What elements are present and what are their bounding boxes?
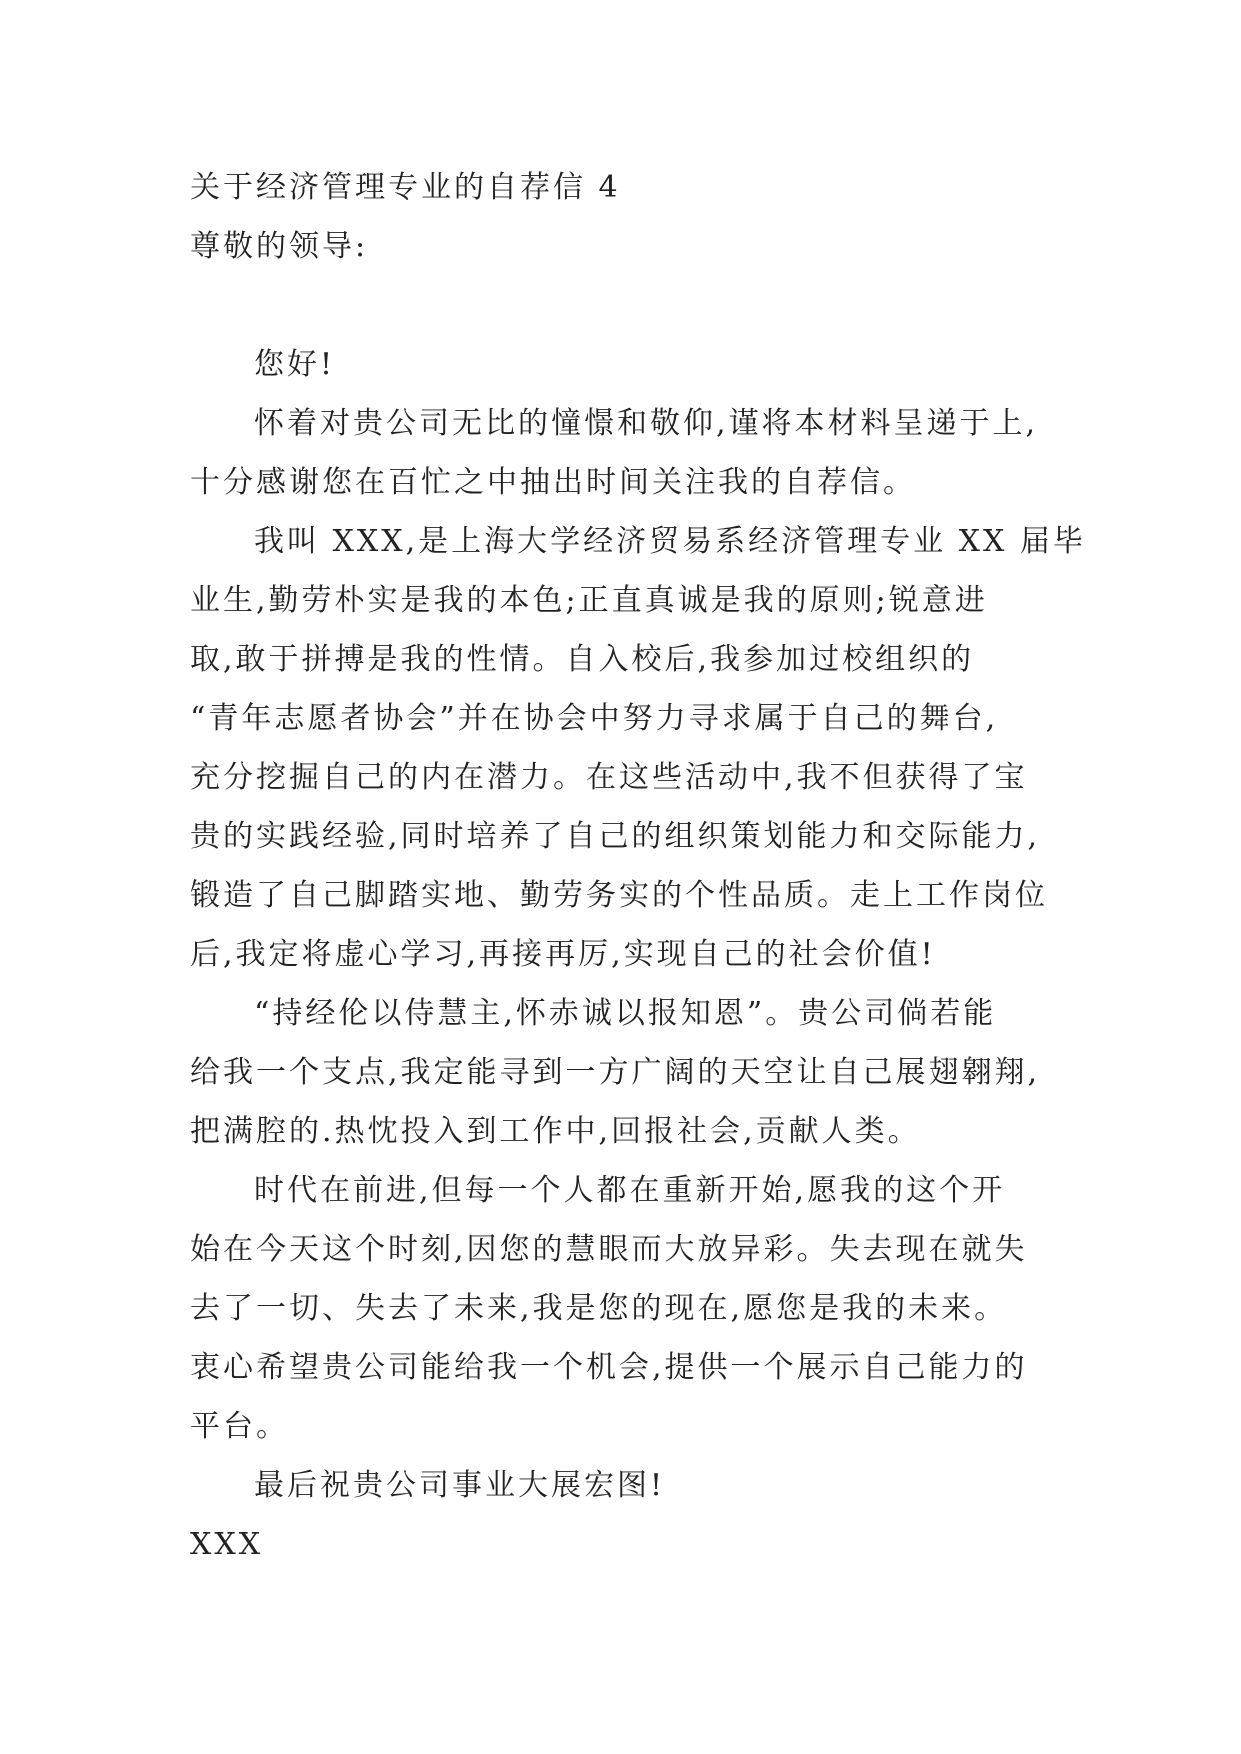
paragraph-2-line-8: 后,我定将虚心学习,再接再厉,实现自己的社会价值! xyxy=(190,937,936,972)
paragraph-1-line-1: 怀着对贵公司无比的憧憬和敬仰,谨将本材料呈递于上, xyxy=(254,406,1039,441)
paragraph-4-line-1: 时代在前进,但每一个人都在重新开始,愿我的这个开 xyxy=(254,1173,1006,1208)
paragraph-3-line-3: 把满腔的.热忱投入到工作中,回报社会,贡献人类。 xyxy=(190,1114,921,1149)
paragraph-4-line-2: 始在今天这个时刻,因您的慧眼而大放异彩。失去现在就失 xyxy=(190,1232,1028,1267)
paragraph-2-line-7: 锻造了自己脚踏实地、勤劳务实的个性品质。走上工作岗位 xyxy=(190,878,1048,913)
letter-body xyxy=(190,158,1086,1574)
closing-line: 最后祝贵公司事业大展宏图! xyxy=(254,1468,666,1503)
paragraph-2-line-4: “青年志愿者协会”并在协会中努力寻求属于自己的舞台, xyxy=(190,701,999,736)
paragraph-3-line-2: 给我一个支点,我定能寻到一方广阔的天空让自己展翅翱翔, xyxy=(190,1055,1041,1090)
paragraph-2-line-3: 取,敢于拼搏是我的性情。自入校后,我参加过校组织的 xyxy=(190,642,975,677)
paragraph-2-line-6: 贵的实践经验,同时培养了自己的组织策划能力和交际能力, xyxy=(190,819,1041,854)
letter-title: 关于经济管理专业的自荐信 4 xyxy=(190,170,621,205)
blank-line xyxy=(190,276,1060,335)
paragraph-4-line-3: 去了一切、失去了未来,我是您的现在,愿您是我的未来。 xyxy=(190,1291,1008,1326)
paragraph-2-line-5: 充分挖掘自己的内在潜力。在这些活动中,我不但获得了宝 xyxy=(190,760,1028,795)
signature: XXX xyxy=(190,1527,264,1562)
paragraph-4-line-4: 衷心希望贵公司能给我一个机会,提供一个展示自己能力的 xyxy=(190,1350,1028,1385)
paragraph-3-line-1: “持经伦以侍慧主,怀赤诚以报知恩”。贵公司倘若能 xyxy=(254,996,997,1031)
paragraph-2-line-2: 业生,勤劳朴实是我的本色;正直真诚是我的原则;锐意进 xyxy=(190,583,988,618)
paragraph-2-line-1: 我叫 XXX,是上海大学经济贸易系经济管理专业 XX 届毕 xyxy=(254,524,1086,559)
paragraph-4-line-5: 平台。 xyxy=(190,1409,289,1444)
paragraph-1-line-2: 十分感谢您在百忙之中抽出时间关注我的自荐信。 xyxy=(190,465,916,500)
salutation: 尊敬的领导: xyxy=(190,229,369,264)
greeting: 您好! xyxy=(254,347,336,382)
